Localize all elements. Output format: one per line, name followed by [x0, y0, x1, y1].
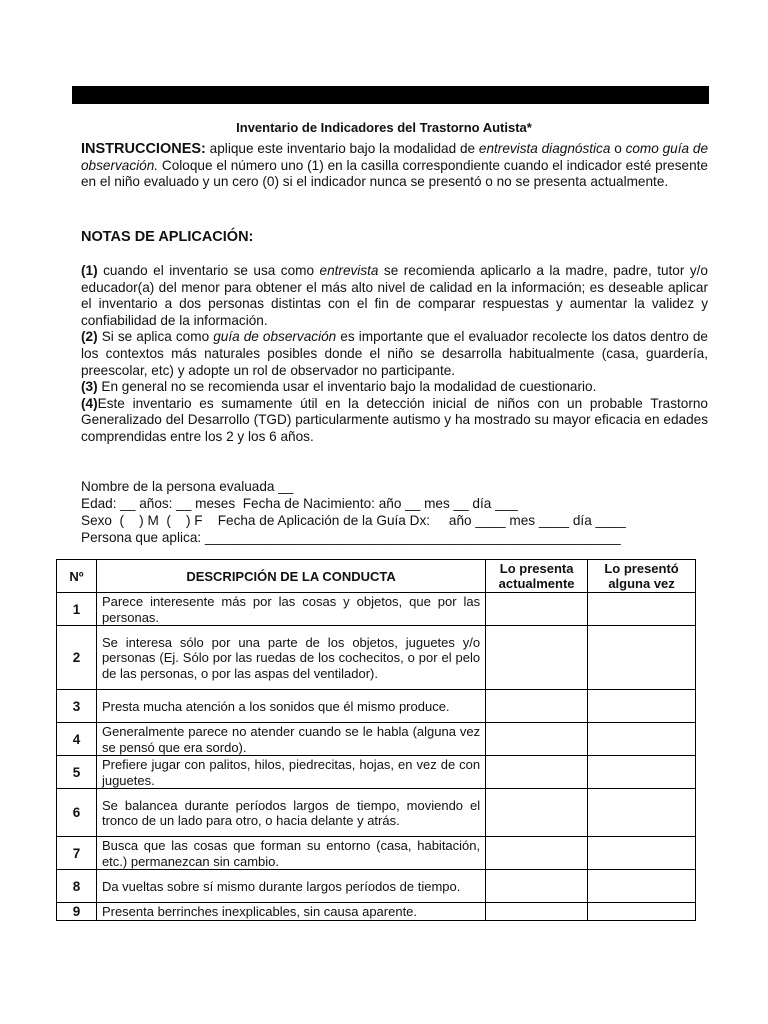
table-row — [57, 870, 696, 903]
note-text: Si se aplica como — [97, 329, 214, 345]
note-emphasis: entrevista — [319, 263, 379, 278]
instructions-text: aplique este inventario bajo la modalidad de — [205, 141, 479, 156]
table-row — [57, 626, 696, 690]
present-ever-cell[interactable] — [588, 870, 696, 903]
instructions-emphasis: como guía de observación. — [81, 141, 708, 173]
present-now-cell[interactable] — [486, 690, 588, 723]
table-row — [57, 593, 696, 626]
present-ever-cell[interactable] — [588, 789, 696, 837]
row-description: Parece interesente más por las cosas y objetos, que por las personas. — [96, 593, 485, 626]
present-now-cell[interactable] — [486, 870, 588, 903]
name-field-line[interactable]: Nombre de la persona evaluada __ — [81, 479, 294, 494]
table-row — [57, 789, 696, 837]
row-description: Busca que las cosas que forman su entorno (casa, habitación, etc.) permanezcan sin cambio. — [96, 837, 485, 870]
present-now-cell[interactable] — [486, 789, 588, 837]
note-label: (2) — [81, 329, 98, 345]
note-emphasis: guía de observación — [213, 329, 337, 345]
header-bar — [72, 86, 709, 104]
instructions-emphasis: entrevista diagnóstica — [478, 141, 611, 156]
row-number: 7 — [57, 837, 97, 870]
note-label: (1) — [81, 263, 98, 278]
instructions-text: o — [610, 141, 626, 156]
row-description: Se interesa sólo por una parte de los objetos, juguetes y/o personas (Ej. Sólo por las ruedas de los cochecitos, o por el pelo de las personas, o por las aspas del ventilador). — [96, 626, 485, 690]
note-text: se recomienda aplicarlo a la madre, padre, tutor y/o educador(a) del menor para obtener el más alto nivel de calidad en la información; es deseable aplicar el inventario a dos personas distintas con el fin de comparar respuestas y aumentar la validez y confiabilidad de la información. — [81, 263, 708, 328]
table-row — [57, 723, 696, 756]
note-4 — [81, 396, 708, 446]
sex-application-date-line[interactable]: Sexo ( ) M ( ) F Fecha de Aplicación de la Guía Dx: año ____ mes ____ día ____ — [81, 513, 626, 528]
document-title: Inventario de Indicadores del Trastorno Autista* — [236, 120, 532, 135]
present-now-cell[interactable] — [486, 626, 588, 690]
note-label: (4) — [81, 395, 98, 411]
instructions-label: INSTRUCCIONES: — [81, 141, 206, 157]
row-number: 2 — [57, 626, 97, 690]
row-description: Prefiere jugar con palitos, hilos, piedrecitas, hojas, en vez de con juguetes. — [96, 756, 485, 789]
table-row — [57, 690, 696, 723]
notes-heading: NOTAS DE APLICACIÓN: — [81, 229, 254, 245]
row-description: Presenta berrinches inexplicables, sin causa aparente. — [96, 903, 485, 921]
row-number: 6 — [57, 789, 97, 837]
age-birthdate-line[interactable]: Edad: __ años: __ meses Fecha de Nacimiento: año __ mes __ día ___ — [81, 496, 518, 511]
row-description: Generalmente parece no atender cuando se le habla (alguna vez se pensó que era sordo). — [96, 723, 485, 756]
note-1 — [81, 263, 708, 329]
row-number: 1 — [57, 593, 97, 626]
note-2 — [81, 329, 708, 379]
present-ever-cell[interactable] — [588, 593, 696, 626]
present-ever-cell[interactable] — [588, 723, 696, 756]
present-now-cell[interactable] — [486, 593, 588, 626]
row-number: 4 — [57, 723, 97, 756]
table-header-row — [57, 560, 696, 593]
row-number: 3 — [57, 690, 97, 723]
present-ever-cell[interactable] — [588, 903, 696, 921]
row-description: Se balancea durante períodos largos de tiempo, moviendo el tronco de un lado para otro, o hacia delante y atrás. — [96, 789, 485, 837]
present-now-cell[interactable] — [486, 723, 588, 756]
present-ever-cell[interactable] — [588, 837, 696, 870]
note-text: En general no se recomienda usar el inventario bajo la modalidad de cuestionario. — [97, 379, 597, 395]
table-row — [57, 756, 696, 789]
evaluation-form-fields — [81, 478, 708, 546]
row-number: 5 — [57, 756, 97, 789]
instructions-text: Coloque el número uno (1) en la casilla correspondiente cuando el indicador esté presente en el niño evaluado y un cero (0) si el indicador nunca se presentó o no se presenta actualmente. — [81, 157, 708, 190]
row-number: 9 — [57, 903, 97, 921]
table-row — [57, 903, 696, 921]
present-ever-cell[interactable] — [588, 626, 696, 690]
table-row — [57, 837, 696, 870]
present-ever-cell[interactable] — [588, 690, 696, 723]
note-3 — [81, 379, 708, 396]
row-number: 8 — [57, 870, 97, 903]
note-text: es importante que el evaluador recolecte los datos dentro de los contextos más naturales posibles donde el niño se desarrolla habitualmente (casa, guardería, preescolar, etc) y adopte un rol de observador no participante. — [81, 329, 708, 378]
header-present-now: Lo presenta actualmente — [486, 560, 588, 593]
header-present-ever: Lo presentó alguna vez — [588, 560, 696, 593]
behavior-table — [56, 559, 696, 921]
note-text: cuando el inventario se usa como — [97, 263, 320, 278]
present-ever-cell[interactable] — [588, 756, 696, 789]
notes-body — [81, 263, 708, 446]
present-now-cell[interactable] — [486, 903, 588, 921]
applicant-line[interactable]: Persona que aplica: _______________________________________________________ — [81, 530, 621, 545]
present-now-cell[interactable] — [486, 756, 588, 789]
note-label: (3) — [81, 379, 98, 395]
header-description: DESCRIPCIÓN DE LA CONDUCTA — [96, 560, 485, 593]
present-now-cell[interactable] — [486, 837, 588, 870]
instructions-paragraph — [81, 141, 708, 191]
note-text: Este inventario es sumamente útil en la detección inicial de niños con un probable Trastorno Generalizado del Desarrollo (TGD) particularmente autismo y ha mostrado su mayor eficacia en edades comprendidas entre los 2 y los 6 años. — [81, 395, 708, 444]
header-number: Nº — [57, 560, 97, 593]
row-description: Da vueltas sobre sí mismo durante largos períodos de tiempo. — [96, 870, 485, 903]
row-description: Presta mucha atención a los sonidos que él mismo produce. — [96, 690, 485, 723]
